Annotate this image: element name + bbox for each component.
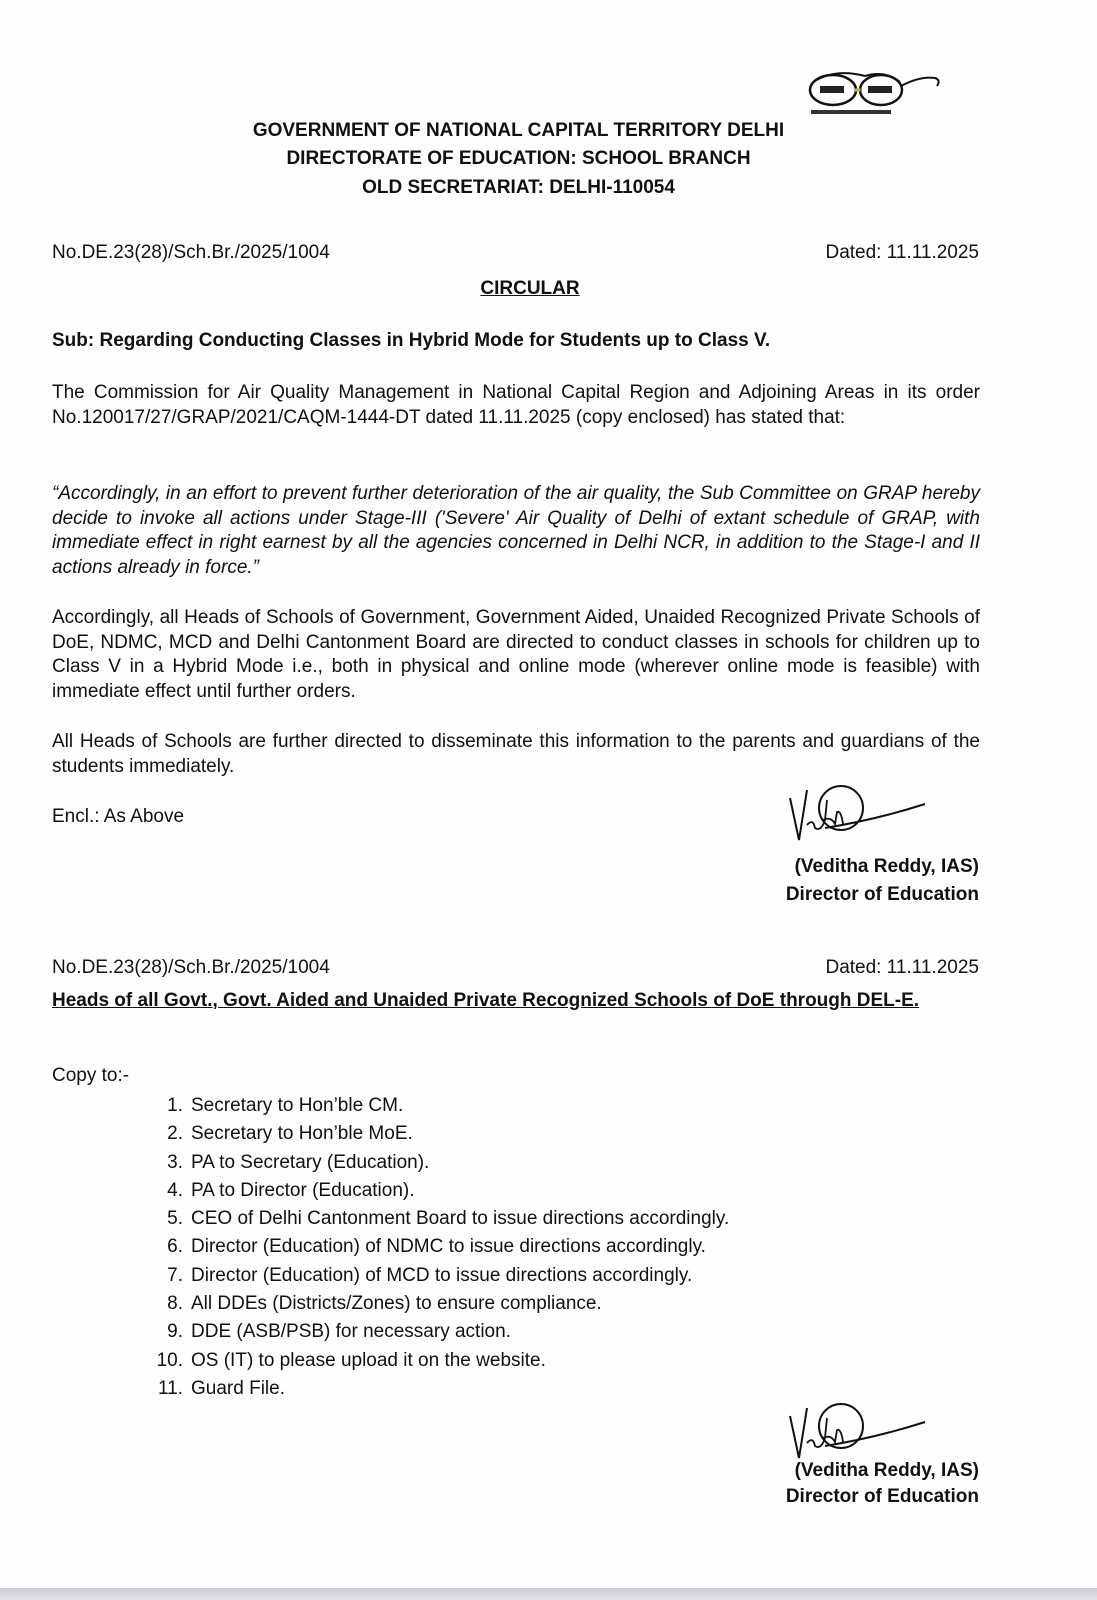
list-item: 5. CEO of Delhi Cantonment Board to issue directions accordingly. [167, 1208, 730, 1230]
signature-icon-2 [785, 1398, 935, 1468]
signature-icon [785, 780, 935, 850]
paragraph-intro: The Commission for Air Quality Management in National Capital Region and Adjoining Areas in its order No.120017/27/GRAP/2021/CAQM-1444-DT dated 11.11.2025 (copy enclosed) has stated that: [52, 382, 980, 428]
viewer-bottom-edge [0, 1588, 1097, 1600]
quoted-order: “Accordingly, in an effort to prevent further deterioration of the air quality, the Sub Committee on GRAP hereby decide to invoke all actions under Stage-III ('Severe' Air Quality of Delhi of extant schedule of GRAP, with immediate effect in right earnest by all the agencies concerned in Delhi NCR, in addition to the Stage-I and II actions already in force.” [52, 483, 980, 578]
subject-line: Sub: Regarding Conducting Classes in Hybrid Mode for Students up to Class V. [52, 330, 771, 351]
endorsement-signatory-name: (Veditha Reddy, IAS) [794, 1460, 979, 1481]
list-item: 4. PA to Director (Education). [167, 1179, 415, 1201]
letterhead-line-1: GOVERNMENT OF NATIONAL CAPITAL TERRITORY DELHI [252, 120, 785, 141]
paragraph-dissemination: All Heads of Schools are further directed to disseminate this information to the parents and guardians of the students immediately. [52, 731, 980, 777]
reference-number: No.DE.23(28)/Sch.Br./2025/1004 [52, 242, 330, 263]
copy-to-label: Copy to:- [52, 1065, 130, 1086]
list-item: 7. Director (Education) of MCD to issue directions accordingly. [167, 1264, 693, 1286]
signatory-name: (Veditha Reddy, IAS) [794, 856, 979, 877]
addressee: Heads of all Govt., Govt. Aided and Unaided Private Recognized Schools of DoE through DEL-E. [52, 990, 920, 1011]
letterhead-line-3: OLD SECRETARIAT: DELHI-110054 [362, 177, 675, 198]
circular-title: CIRCULAR [480, 278, 580, 299]
paragraph-directive: Accordingly, all Heads of Schools of Government, Government Aided, Unaided Recognized Private Schools of DoE, NDMC, MCD and Delhi Cantonment Board are directed to conduct classes in schools for children up to Class V in a Hybrid Mode i.e., both in physical and online mode (wherever online mode is feasible) with immediate effect until further orders. [52, 607, 980, 702]
list-item: 11. Guard File. [157, 1377, 285, 1399]
endorsement-signatory-title: Director of Education [785, 1486, 979, 1507]
list-item: 10. OS (IT) to please upload it on the website. [156, 1349, 546, 1371]
endorsement-date: Dated: 11.11.2025 [825, 957, 979, 978]
date: Dated: 11.11.2025 [825, 242, 979, 263]
copy-to-list [145, 1092, 729, 1403]
endorsement-reference-number: No.DE.23(28)/Sch.Br./2025/1004 [52, 957, 330, 978]
list-item: 2. Secretary to Hon’ble MoE. [167, 1123, 413, 1145]
list-item: 6. Director (Education) of NDMC to issue directions accordingly. [167, 1236, 706, 1258]
list-item: 9. DDE (ASB/PSB) for necessary action. [167, 1321, 511, 1343]
list-item: 1. Secretary to Hon’ble CM. [167, 1095, 404, 1116]
list-item: 8. All DDEs (Districts/Zones) to ensure compliance. [167, 1293, 602, 1315]
letterhead-line-2: DIRECTORATE OF EDUCATION: SCHOOL BRANCH [286, 148, 751, 169]
list-item: 3. PA to Secretary (Education). [167, 1151, 430, 1173]
signatory-title: Director of Education [785, 884, 979, 905]
enclosure-note: Encl.: As Above [52, 806, 185, 827]
swachh-bharat-logo-icon [805, 68, 945, 120]
